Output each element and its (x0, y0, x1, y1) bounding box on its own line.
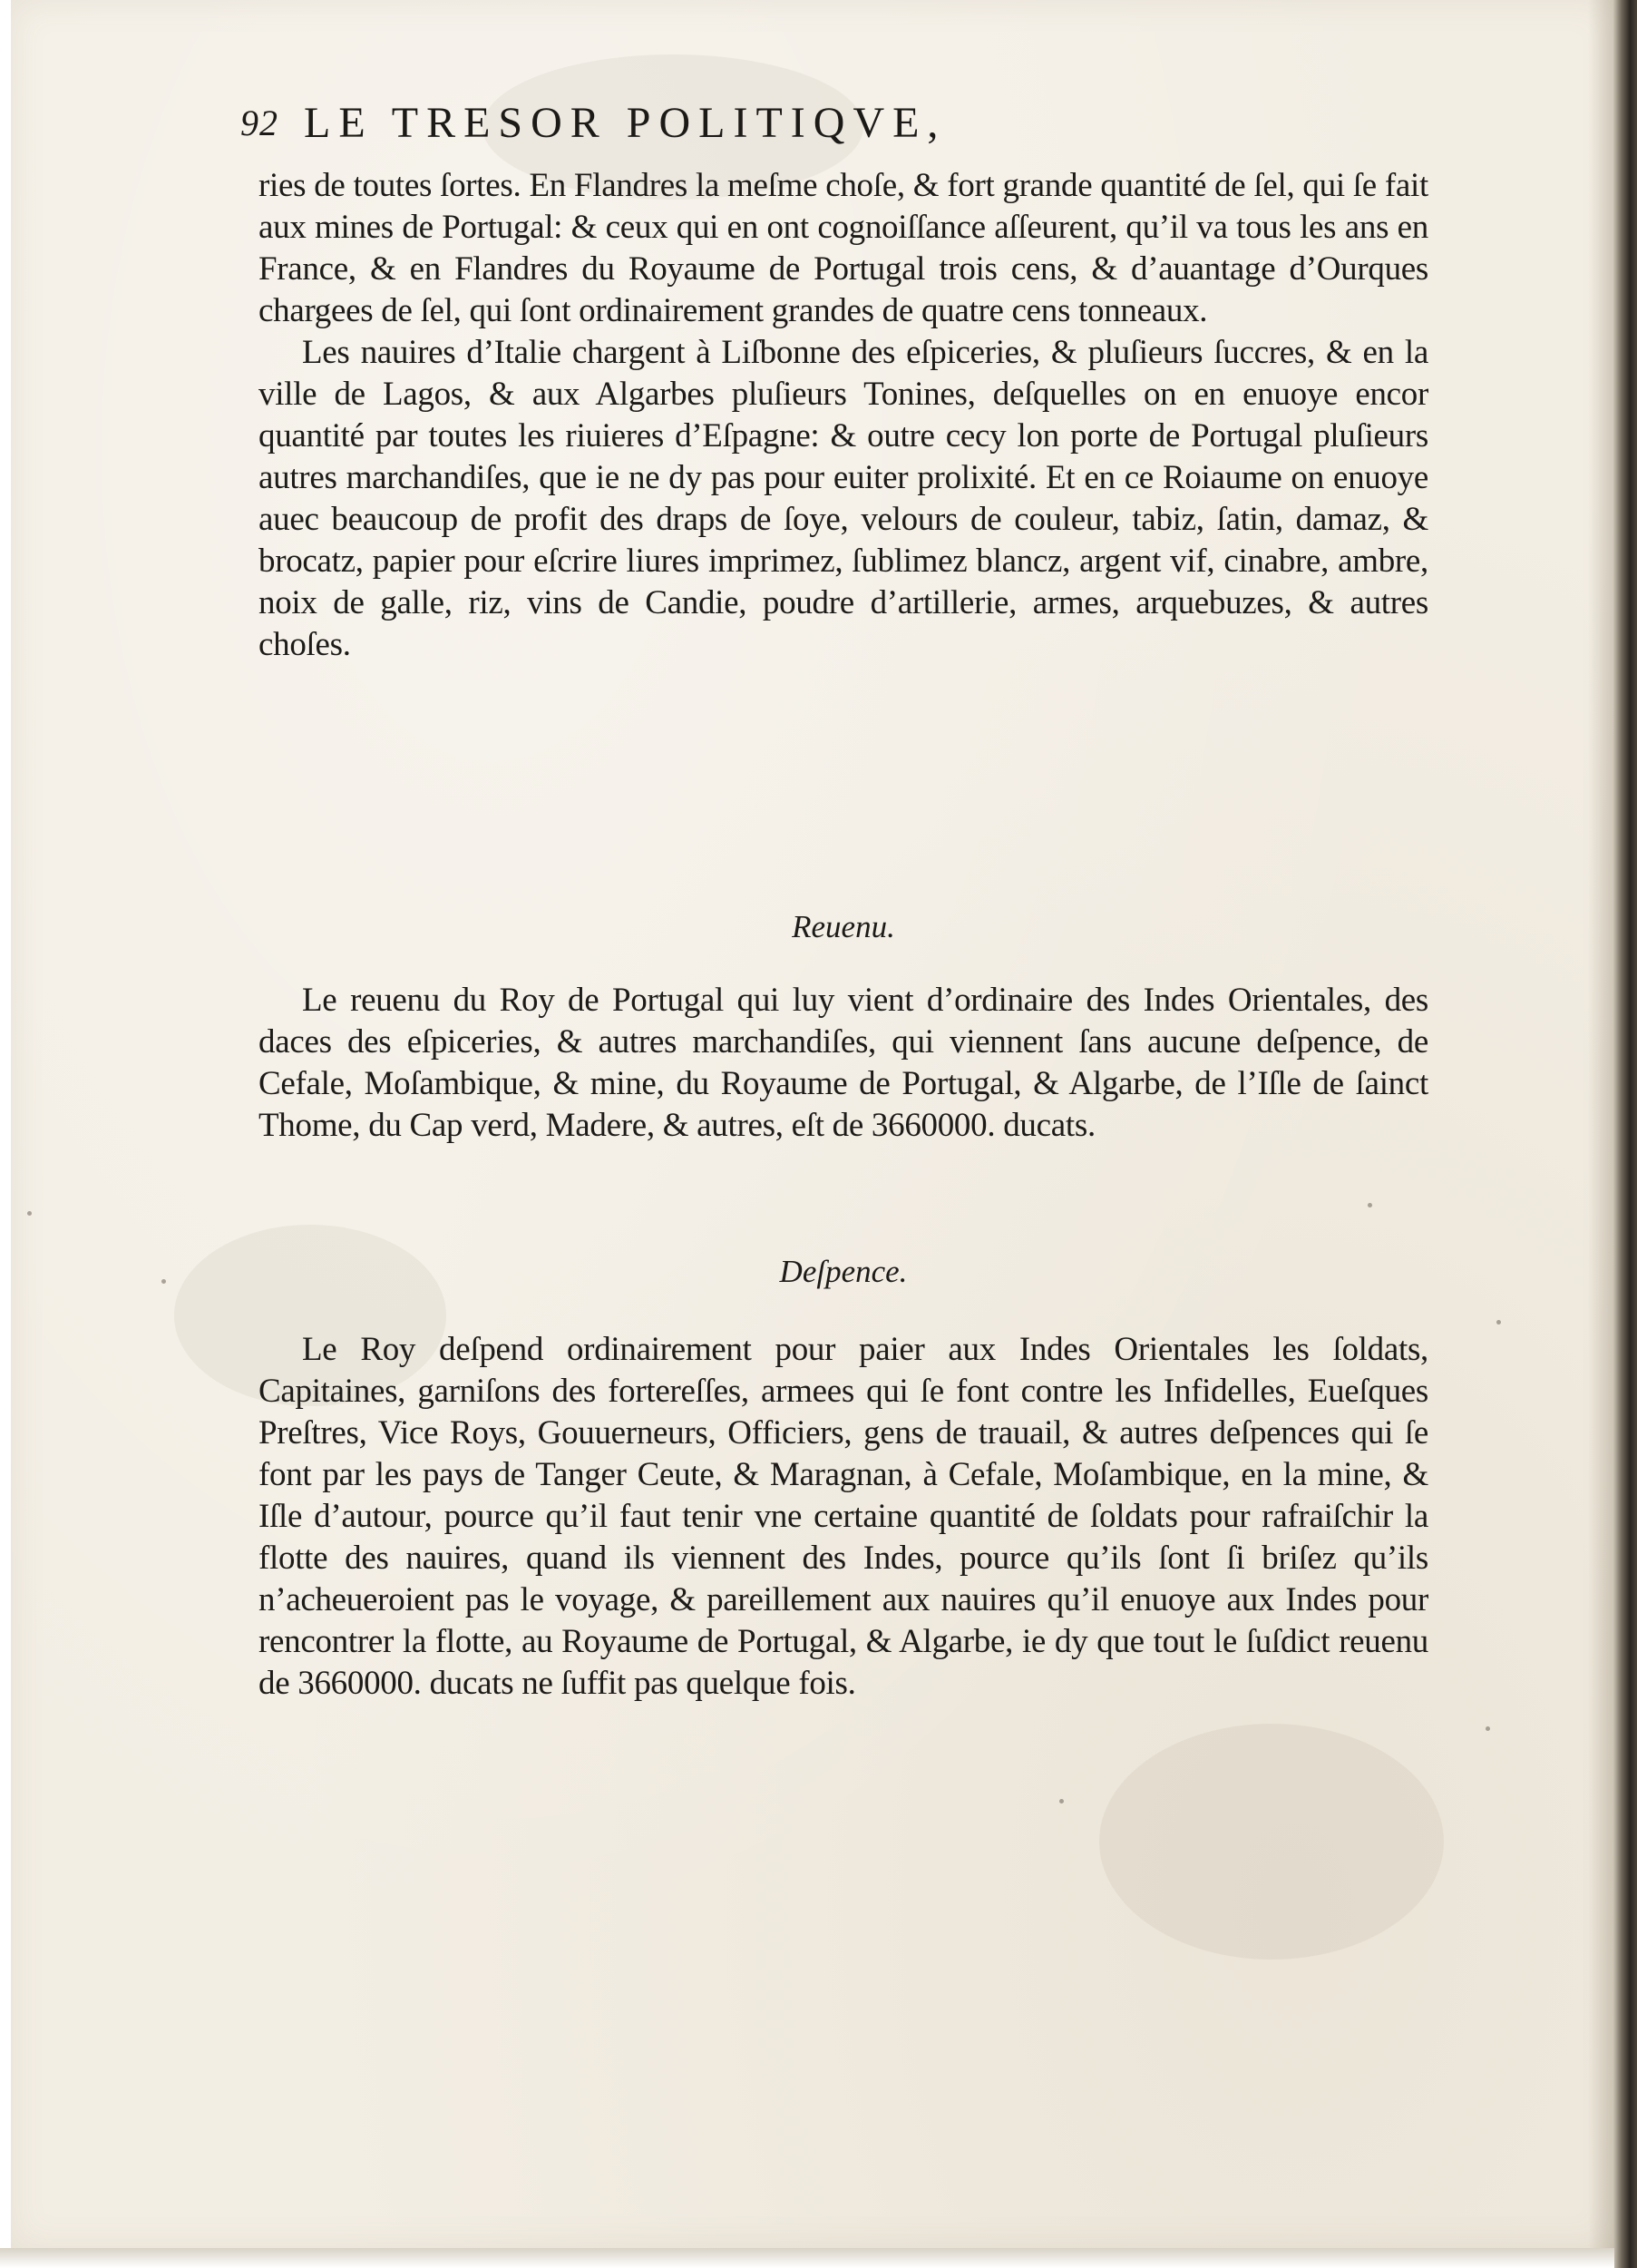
gutter-shadow (1588, 0, 1613, 2248)
paper-stain (1099, 1724, 1444, 1960)
book-spine-edge (1613, 0, 1637, 2268)
running-title: LE TRESOR POLITIQVE, (304, 99, 947, 147)
section-revenu-text (258, 980, 1428, 1147)
ink-speck (1496, 1320, 1501, 1325)
page-header (240, 98, 1283, 152)
body-text (258, 165, 1428, 666)
paragraph-revenu: Le reuenu du Roy de Portugal qui luy vient d’ordinaire des Indes Orientales, des daces des eſpiceries, & autres marchandiſes, qui viennent ſans aucune deſpence, de Cefale, Moſambique, & mine, du Royaume de Portugal, & Algarbe, de l’Iſle de ſainct Thome, du Cap verd, Madere, & autres, eſt de 3660000. ducats. (258, 982, 1428, 1144)
ink-speck (1368, 1203, 1372, 1207)
section-heading-despence: Deſpence. (779, 1254, 908, 1289)
paragraph-italian-ships: Les nauires d’Italie chargent à Liſbonne des eſpiceries, & pluſieurs ſuccres, & en la ville de Lagos, & aux Algarbes pluſieurs Tonines, deſquelles on en enuoye encor quantité par toutes les riuieres d’Eſpagne: & outre cecy lon porte de Portugal pluſieurs autres marchandiſes, que ie ne dy pas pour euiter prolixité. Et en ce Roiaume on enuoye auec beaucoup de profit des draps de ſoye, velours de couleur, tabiz, ſatin, damaz, & brocatz, papier pour eſcrire liures imprimez, ſublimez blancz, argent vif, cinabre, ambre, noix de galle, riz, vins de Candie, poudre d’artillerie, armes, arquebuzes, & autres choſes. (258, 334, 1428, 663)
paragraph-salt-trade: ries de toutes ſortes. En Flandres la meſme choſe, & fort grande quantité de ſel, qui ſe fait aux mines de Portugal: & ceux qui en ont cognoiſſance aſſeurent, qu’il va tous les ans en France, & en Flandres du Royaume de Portugal trois cens, & d’auantage d’Ourques chargees de ſel, qui ſont ordinairement grandes de quatre cens tonneaux. (258, 167, 1428, 329)
page-number: 92 (240, 103, 278, 143)
ink-speck (1486, 1726, 1490, 1731)
ink-speck (161, 1279, 166, 1284)
page-bottom-edge (0, 2248, 1614, 2268)
paragraph-despence: Le Roy deſpend ordinairement pour paier aux Indes Orientales les ſoldats, Capitaines, garniſons des fortereſſes, armees qui ſe font contre les Infidelles, Eueſques Preſtres, Vice Roys, Gouuerneurs, Officiers, gens de trauail, & autres deſpences qui ſe font par les pays de Tanger Ceute, & Maragnan, à Cefale, Moſambique, en la mine, & Iſle d’autour, pource qu’il faut tenir vne certaine quantité de ſoldats pour rafraiſchir la flotte des nauires, quand ils viennent des Indes, pource qu’ils ſont ſi briſez qu’ils n’acheueroient pas le voyage, & pareillement aux nauires qu’il enuoye aux Indes pour rencontrer la flotte, au Royaume de Portugal, & Algarbe, ie dy que tout le ſuſdict reuenu de 3660000. ducats ne ſuffit pas quelque fois. (258, 1331, 1428, 1702)
section-heading-revenu: Reuenu. (792, 909, 895, 944)
section-despence-text (258, 1329, 1428, 1705)
ink-speck (27, 1211, 32, 1216)
ink-speck (1059, 1799, 1064, 1804)
